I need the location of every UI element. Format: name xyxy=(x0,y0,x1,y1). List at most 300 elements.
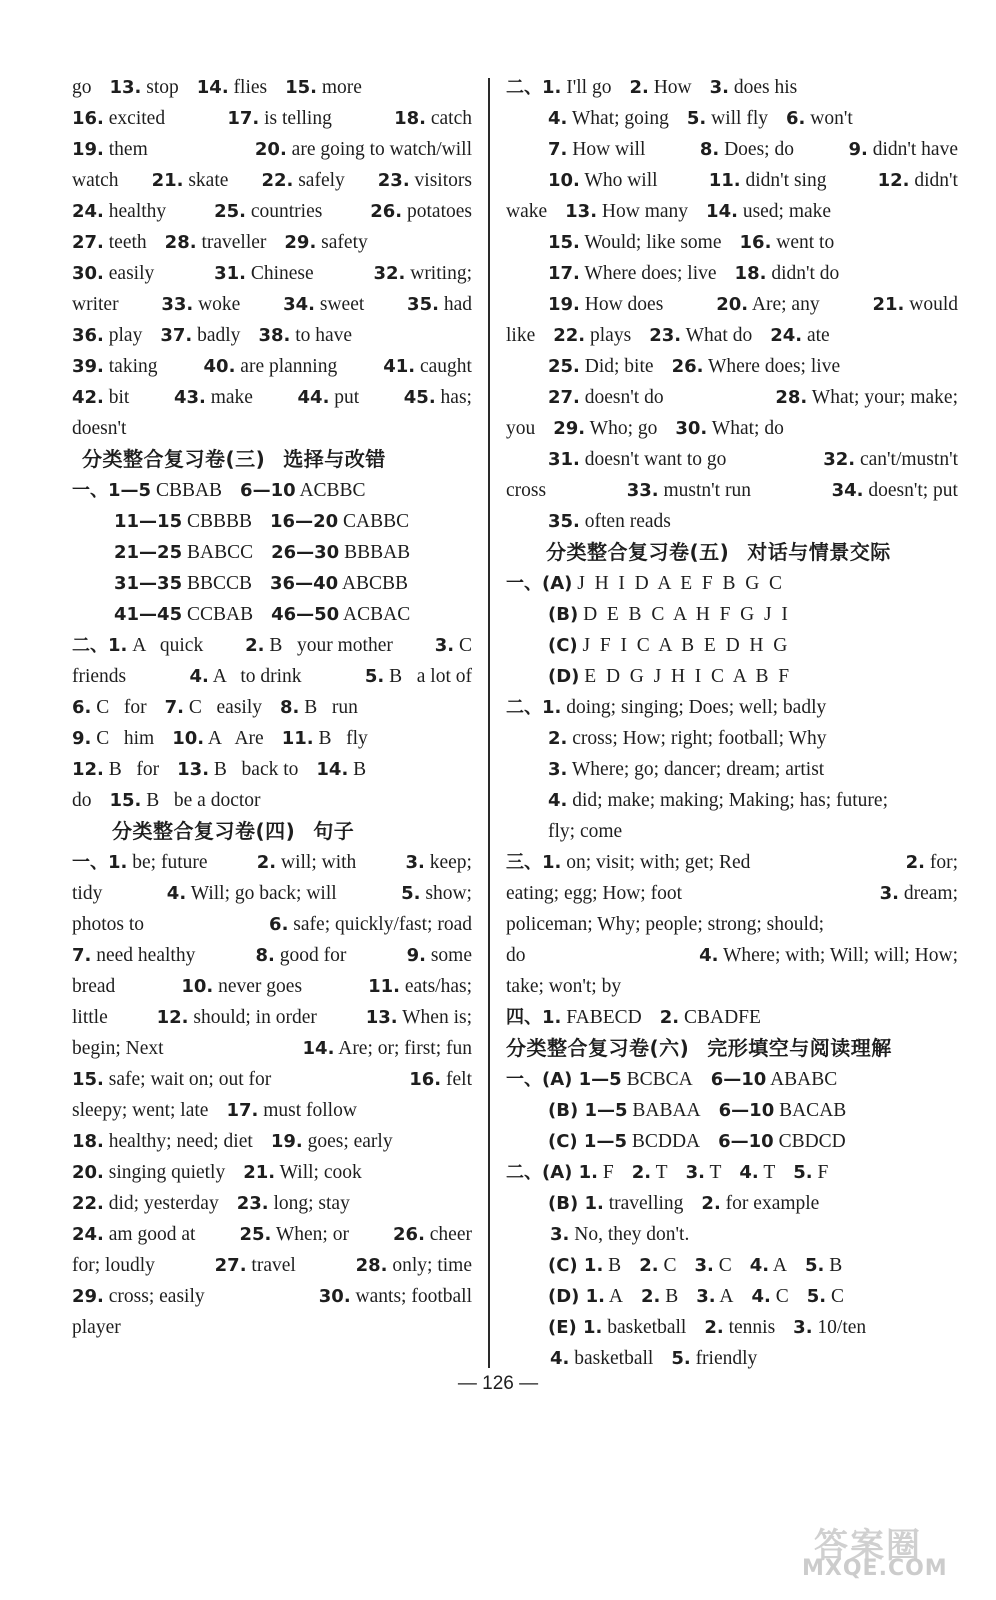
answer-line xyxy=(72,413,472,444)
item-number: 41. xyxy=(383,356,416,377)
answer-item xyxy=(660,1002,761,1033)
answer-line xyxy=(506,971,958,1002)
item-number: 18. xyxy=(72,1131,104,1152)
item-number: (C) 1. xyxy=(548,1255,604,1276)
item-answer: ABABC xyxy=(770,1069,838,1090)
item-number: 25. xyxy=(548,356,580,377)
answer-item xyxy=(848,134,958,165)
answer-item xyxy=(548,258,717,289)
answer-item xyxy=(72,940,195,971)
item-answer: caught xyxy=(420,356,472,377)
item-answer: badly xyxy=(197,325,241,346)
answer-item xyxy=(72,103,165,134)
answer-item xyxy=(393,1219,472,1250)
item-number: 21. xyxy=(243,1162,276,1183)
item-answer: BBCCB xyxy=(186,573,253,594)
item-answer: Does; do xyxy=(724,139,794,160)
item-number: 38. xyxy=(258,325,291,346)
item-number: 6—10 xyxy=(718,1131,774,1152)
answer-item xyxy=(72,1312,121,1343)
item-number: 18. xyxy=(734,263,767,284)
answer-item xyxy=(548,351,654,382)
answer-item xyxy=(696,1281,733,1312)
item-number: 15. xyxy=(72,1069,104,1090)
answer-item xyxy=(214,258,314,289)
answer-item xyxy=(356,1250,472,1281)
item-answer: flies xyxy=(233,77,268,98)
answer-item xyxy=(181,971,302,1002)
item-answer: CBDCD xyxy=(778,1131,846,1152)
answer-item xyxy=(407,289,472,320)
answer-line xyxy=(72,165,472,196)
answer-item xyxy=(204,351,338,382)
item-answer: Would; like some xyxy=(584,232,722,253)
item-answer: cross xyxy=(506,480,547,501)
item-answer: need healthy xyxy=(96,945,196,966)
item-answer: had xyxy=(443,294,472,315)
item-answer: visitors xyxy=(414,170,472,191)
answer-item xyxy=(548,444,726,475)
section-heading xyxy=(506,537,958,568)
item-answer: BBBAB xyxy=(344,542,411,563)
answer-item xyxy=(407,940,472,971)
item-answer: BCDDA xyxy=(631,1131,701,1152)
item-number: 4. xyxy=(548,108,568,129)
item-answer: B your mother xyxy=(269,635,393,656)
left-answer-column xyxy=(72,72,472,1343)
answer-item xyxy=(872,289,958,320)
item-answer: doesn't; put xyxy=(868,480,958,501)
item-number: 31. xyxy=(214,263,246,284)
answer-line xyxy=(506,909,958,940)
item-number: (B) 1. xyxy=(548,1193,604,1214)
item-number: 一、1—5 xyxy=(72,480,152,501)
answer-item xyxy=(786,103,853,134)
answer-item xyxy=(72,630,203,661)
item-answer: wake xyxy=(506,201,548,222)
item-answer: Will; go back; will xyxy=(190,883,337,904)
watermark-logo xyxy=(784,1518,974,1588)
item-number: 9. xyxy=(72,728,92,749)
answer-item xyxy=(373,258,472,289)
answer-item xyxy=(409,1064,472,1095)
item-number: 3. xyxy=(405,852,425,873)
answer-line xyxy=(72,1281,472,1312)
answer-item xyxy=(627,475,751,506)
answer-item xyxy=(72,1126,253,1157)
item-number: 6. xyxy=(269,914,289,935)
item-number: 三、1. xyxy=(506,852,562,873)
item-answer: A xyxy=(719,1286,734,1307)
watermark-url: MXQE.COM xyxy=(802,1556,948,1581)
answer-line xyxy=(506,165,958,196)
item-number: 3. xyxy=(879,883,899,904)
answer-item xyxy=(548,754,824,785)
answer-item xyxy=(548,382,664,413)
answer-item xyxy=(675,413,783,444)
item-answer: B xyxy=(665,1286,679,1307)
item-answer: tennis xyxy=(728,1317,776,1338)
item-answer: Did; bite xyxy=(584,356,654,377)
item-number: 32. xyxy=(373,263,406,284)
item-number: 5. xyxy=(364,666,385,687)
item-number: 15. xyxy=(285,77,318,98)
item-answer: What; do xyxy=(711,418,784,439)
item-number: 12. xyxy=(877,170,910,191)
item-number: 2. xyxy=(905,852,925,873)
item-number: (D) xyxy=(548,666,580,687)
item-number: 7. xyxy=(72,945,92,966)
answer-item xyxy=(110,785,261,816)
item-number: 19. xyxy=(72,139,104,160)
answer-item xyxy=(72,878,102,909)
answer-item xyxy=(404,382,472,413)
item-answer: to have xyxy=(295,325,353,346)
item-number: 24. xyxy=(72,201,104,222)
answer-line xyxy=(72,475,472,506)
item-number: 22. xyxy=(261,170,294,191)
answer-item xyxy=(177,754,298,785)
item-answer: safe; wait on; out for xyxy=(108,1069,272,1090)
answer-item xyxy=(699,940,958,971)
item-number: 2. xyxy=(704,1317,724,1338)
item-answer: some xyxy=(430,945,472,966)
answer-line xyxy=(506,940,958,971)
item-answer: keep; xyxy=(429,852,472,873)
item-number: 4. xyxy=(749,1255,770,1276)
item-number: 15. xyxy=(548,232,580,253)
answer-line xyxy=(506,692,958,723)
item-answer: How many xyxy=(601,201,689,222)
item-answer: J H I D A E F B G C xyxy=(577,573,783,594)
item-answer: only; time xyxy=(392,1255,472,1276)
item-number: 二、1. xyxy=(506,77,562,98)
answer-item xyxy=(72,1002,108,1033)
answer-item xyxy=(72,72,92,103)
item-answer: bread xyxy=(72,976,116,997)
answer-item xyxy=(255,134,472,165)
item-answer: B xyxy=(353,759,367,780)
item-answer: policeman; Why; people; strong; should; xyxy=(506,914,825,935)
item-answer: didn't have xyxy=(872,139,958,160)
item-answer: Where does; live xyxy=(707,356,841,377)
item-answer: for example xyxy=(725,1193,820,1214)
item-answer: Who; go xyxy=(589,418,658,439)
item-number: 46—50 xyxy=(271,604,340,625)
item-number: 35. xyxy=(548,511,580,532)
item-number: 33. xyxy=(161,294,194,315)
item-answer: E D G J H I C A B F xyxy=(584,666,790,687)
item-number: 2. xyxy=(631,1162,652,1183)
answer-item xyxy=(700,134,794,165)
answer-line xyxy=(72,351,472,382)
answer-item xyxy=(240,475,366,506)
item-answer: How does xyxy=(584,294,664,315)
item-answer: Chinese xyxy=(250,263,314,284)
item-answer: be; future xyxy=(132,852,208,873)
item-number: 3. xyxy=(696,1286,716,1307)
answer-line xyxy=(506,847,958,878)
answer-line xyxy=(72,785,472,816)
item-answer: sleepy; went; late xyxy=(72,1100,209,1121)
item-answer: felt xyxy=(446,1069,472,1090)
item-answer: often reads xyxy=(584,511,671,532)
answer-item xyxy=(114,599,253,630)
item-number: 13. xyxy=(365,1007,398,1028)
item-number: 2. xyxy=(640,1286,661,1307)
item-answer: do xyxy=(72,790,92,811)
answer-item xyxy=(632,1157,668,1188)
item-number: 31. xyxy=(548,449,580,470)
item-number: 4. xyxy=(550,1348,570,1369)
answer-item xyxy=(72,847,208,878)
item-number: 9. xyxy=(848,139,868,160)
item-number: 5. xyxy=(805,1255,825,1276)
item-number: (E) 1. xyxy=(548,1317,603,1338)
item-answer: BACAB xyxy=(779,1100,847,1121)
item-number: 11. xyxy=(708,170,741,191)
item-answer: on; visit; with; get; Red xyxy=(566,852,751,873)
answer-line xyxy=(506,1002,958,1033)
answer-item xyxy=(261,165,344,196)
answer-item xyxy=(298,382,360,413)
item-number: 34. xyxy=(831,480,864,501)
item-number: 28. xyxy=(775,387,808,408)
answer-item xyxy=(506,475,546,506)
item-answer: C him xyxy=(96,728,155,749)
answer-item xyxy=(823,444,958,475)
answer-line xyxy=(72,661,472,692)
item-number: 3. xyxy=(548,759,568,780)
item-number: 4. xyxy=(739,1162,759,1183)
item-answer: B a lot of xyxy=(389,666,472,687)
answer-item xyxy=(880,878,958,909)
item-number: 20. xyxy=(716,294,749,315)
item-number: 20. xyxy=(72,1162,104,1183)
answer-item xyxy=(72,413,126,444)
answer-item xyxy=(704,1312,775,1343)
item-answer: am good at xyxy=(108,1224,196,1245)
item-answer: good for xyxy=(279,945,347,966)
item-number: 5. xyxy=(671,1348,691,1369)
answer-item xyxy=(750,1250,787,1281)
item-number: (B) 1—5 xyxy=(548,1100,628,1121)
item-answer: are going to watch/will xyxy=(291,139,472,160)
item-answer: fly; come xyxy=(548,821,623,842)
item-answer: catch xyxy=(430,108,472,129)
answer-item xyxy=(226,1095,356,1126)
item-number: 二、1. xyxy=(506,697,562,718)
item-answer: B be a doctor xyxy=(146,790,261,811)
item-number: 4. xyxy=(699,945,719,966)
answer-item xyxy=(506,1157,614,1188)
answer-item xyxy=(283,289,364,320)
answer-item xyxy=(709,165,827,196)
answer-item xyxy=(243,1157,362,1188)
item-number: 26—30 xyxy=(271,542,340,563)
answer-line xyxy=(506,289,958,320)
item-number: 5. xyxy=(686,108,707,129)
item-number: 32. xyxy=(823,449,856,470)
item-number: (D) 1. xyxy=(548,1286,606,1307)
section-title: 分类整合复习卷(三) xyxy=(82,447,266,471)
item-answer: How will xyxy=(572,139,646,160)
answer-item xyxy=(694,1250,731,1281)
item-answer: C xyxy=(663,1255,677,1276)
item-number: 2. xyxy=(659,1007,680,1028)
item-answer: What; your; make; xyxy=(811,387,958,408)
item-answer: Will; cook xyxy=(279,1162,362,1183)
item-answer: Where does; live xyxy=(584,263,717,284)
item-answer: FABECD xyxy=(566,1007,642,1028)
answer-item xyxy=(72,227,147,258)
answer-item xyxy=(548,1312,686,1343)
answer-item xyxy=(319,1281,472,1312)
item-answer: safety xyxy=(321,232,368,253)
item-answer: basketball xyxy=(607,1317,687,1338)
answer-line xyxy=(72,258,472,289)
item-answer: can't/mustn't xyxy=(859,449,958,470)
item-number: 29. xyxy=(553,418,586,439)
item-number: 14. xyxy=(302,1038,335,1059)
answer-line xyxy=(506,72,958,103)
item-number: 一、(A) xyxy=(506,573,573,594)
item-number: 4. xyxy=(751,1286,771,1307)
item-number: 四、1. xyxy=(506,1007,562,1028)
answer-item xyxy=(366,1002,472,1033)
answer-item xyxy=(548,227,722,258)
item-answer: more xyxy=(321,77,362,98)
item-answer: B back to xyxy=(213,759,299,780)
answer-item xyxy=(506,940,526,971)
item-answer: Are; or; first; fun xyxy=(338,1038,472,1059)
item-answer: C xyxy=(458,635,472,656)
item-answer: didn't do xyxy=(771,263,840,284)
answer-line xyxy=(506,351,958,382)
item-answer: cross; easily xyxy=(108,1286,205,1307)
item-number: 29. xyxy=(72,1286,104,1307)
item-number: 11. xyxy=(281,728,314,749)
item-answer: is telling xyxy=(264,108,332,129)
item-number: 24. xyxy=(770,325,803,346)
answer-line xyxy=(72,940,472,971)
item-number: 一、1. xyxy=(72,852,128,873)
answer-item xyxy=(548,134,645,165)
answer-item xyxy=(285,72,362,103)
item-number: 24. xyxy=(72,1224,104,1245)
answer-item xyxy=(671,1343,757,1374)
answer-item xyxy=(565,196,688,227)
item-answer: do xyxy=(506,945,526,966)
answer-item xyxy=(239,1219,349,1250)
answer-line xyxy=(72,1064,472,1095)
item-number: 3. xyxy=(685,1162,705,1183)
item-number: 31—35 xyxy=(114,573,183,594)
item-number: 6—10 xyxy=(710,1069,767,1090)
answer-line xyxy=(506,227,958,258)
answer-line xyxy=(72,196,472,227)
answer-line xyxy=(506,413,958,444)
item-number: 2. xyxy=(701,1193,721,1214)
item-answer: F xyxy=(817,1162,829,1183)
item-answer: safely xyxy=(298,170,345,191)
item-answer: take; won't; by xyxy=(506,976,622,997)
answer-item xyxy=(506,909,824,940)
answer-item xyxy=(72,382,129,413)
answer-item xyxy=(553,320,631,351)
section-subtitle: 句子 xyxy=(313,819,355,843)
item-answer: mustn't run xyxy=(663,480,751,501)
item-number: (B) xyxy=(548,604,579,625)
item-number: 37. xyxy=(160,325,193,346)
item-number: 27. xyxy=(548,387,580,408)
answer-line xyxy=(506,630,958,661)
item-answer: F xyxy=(602,1162,614,1183)
answer-line xyxy=(72,506,472,537)
answer-line xyxy=(72,537,472,568)
answer-item xyxy=(506,413,535,444)
item-number: 22. xyxy=(553,325,586,346)
item-answer: did; yesterday xyxy=(108,1193,219,1214)
answer-item xyxy=(383,351,472,382)
item-number: 21. xyxy=(872,294,905,315)
answer-item xyxy=(506,847,750,878)
answer-item xyxy=(710,72,798,103)
item-number: 二、1. xyxy=(72,635,128,656)
answer-line xyxy=(506,475,958,506)
section-heading xyxy=(72,444,472,475)
answer-item xyxy=(548,1281,623,1312)
answer-item xyxy=(152,165,229,196)
item-answer: did; make; making; Making; has; future; xyxy=(572,790,888,811)
item-number: 12. xyxy=(156,1007,189,1028)
item-number: 14. xyxy=(196,77,229,98)
item-number: 3. xyxy=(793,1317,813,1338)
answer-item xyxy=(72,1064,271,1095)
item-number: 23. xyxy=(649,325,682,346)
answer-item xyxy=(751,1281,788,1312)
item-number: 7. xyxy=(164,697,184,718)
item-answer: for; loudly xyxy=(72,1255,155,1276)
item-answer: plays xyxy=(590,325,632,346)
item-number: 2. xyxy=(256,852,277,873)
item-number: 8. xyxy=(699,139,720,160)
item-answer: excited xyxy=(108,108,166,129)
answer-item xyxy=(649,320,752,351)
answer-line xyxy=(72,847,472,878)
answer-item xyxy=(172,723,264,754)
answer-item xyxy=(167,878,337,909)
answer-line xyxy=(72,568,472,599)
answer-item xyxy=(161,289,240,320)
item-answer: doesn't do xyxy=(584,387,664,408)
answer-line xyxy=(72,1002,472,1033)
column-divider xyxy=(488,78,490,1368)
answer-item xyxy=(72,909,144,940)
answer-line xyxy=(506,816,958,847)
item-number: 41—45 xyxy=(114,604,183,625)
item-number: 43. xyxy=(173,387,206,408)
answer-item xyxy=(687,103,768,134)
item-number: 10. xyxy=(172,728,205,749)
item-answer: Where; with; Will; will; How; xyxy=(723,945,958,966)
item-answer: T xyxy=(709,1162,722,1183)
answer-item xyxy=(548,1126,700,1157)
answer-line xyxy=(506,723,958,754)
item-answer: healthy xyxy=(108,201,167,222)
item-number: 6. xyxy=(785,108,806,129)
item-number: 40. xyxy=(203,356,236,377)
